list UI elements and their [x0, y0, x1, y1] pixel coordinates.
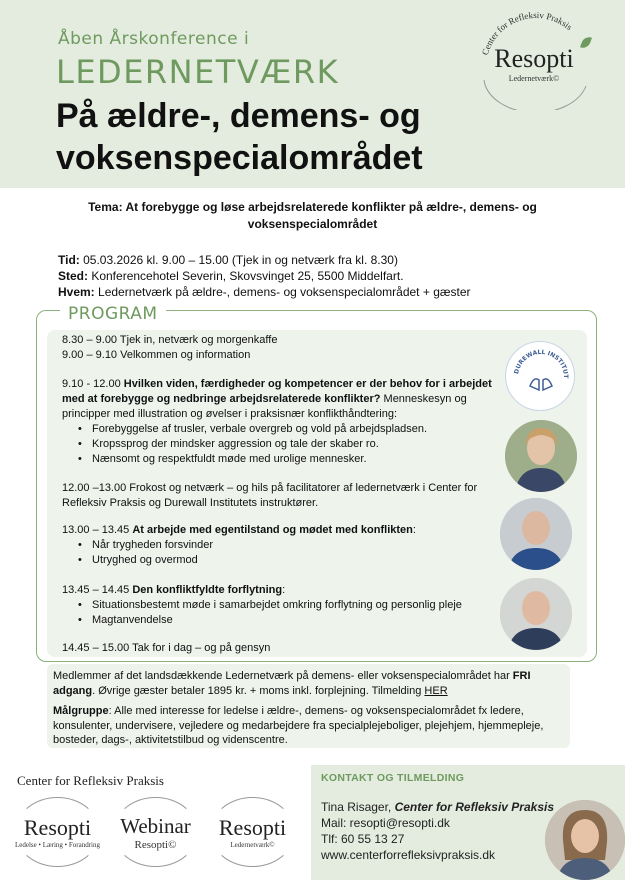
list-item: • Når trygheden forsvinder — [78, 538, 502, 553]
conference-subtitle: Åben Årskonference i — [58, 29, 250, 49]
program-heading: PROGRAM — [60, 304, 166, 324]
footer-logos — [0, 765, 310, 880]
program-item-welcome: 9.00 – 9.10 Velkommen og information — [62, 349, 251, 361]
program-item-closing: 14.45 – 15.00 Tak for i dag – og på gensyn — [62, 642, 271, 654]
logo-arc-text: Center for Refleksiv Praksis — [479, 10, 575, 57]
durewall-text: DUREWALL INSTITUT — [513, 348, 570, 379]
info-place: Sted: Konferencehotel Severin, Skovsvinget 25, 5500 Middelfart. — [58, 269, 404, 283]
contact-photo — [545, 800, 625, 880]
list-item: • Nænsomt og respektfuldt møde med urolige mennesker. — [78, 452, 507, 467]
header-band — [0, 0, 625, 188]
instructor-photo-3 — [500, 578, 572, 650]
program-item-session1: 9.10 - 12.00 Hvilken viden, færdigheder og kompetencer er der behov for i arbejdet med at forebygge og nedbringe arbejdsrelaterede konflikter? Menneskesyn og principper med illustration og øvelser i praksisnær konflikthåndtering: • Forebyggelse af trusler, verbale overgreb og vold på arbejdspladsen. • Kropssprog der mindsker aggression og tale der skaber ro. • Nænsomt og respektfuldt møde med urolige mennesker. — [62, 377, 507, 467]
logo-brand: Resopti — [494, 44, 574, 73]
theme-text: Tema: At forebygge og løse arbejdsrelaterede konflikter på ældre-, demens- og voksenspecialområdet — [88, 200, 537, 231]
webinar-logo: Webinar Resopti© — [113, 797, 198, 867]
target-text: : Alle med interesse for ledelse i ældre-, demens- og voksenspecialområdet fx ledere, konsulenter, undervisere, vejledere og medarbejdere fra specialplejeboliger, plejehjem, hjemmepleje, bosteder, dags-, aktivitetstilbud og videnscentre. — [53, 705, 544, 746]
event-info — [58, 252, 471, 300]
resopti-logo — [474, 10, 604, 110]
contact-phone: Tlf: 60 55 13 27 — [321, 832, 405, 846]
person-icon — [505, 420, 577, 492]
target-label: Målgruppe — [53, 705, 109, 717]
list-item: • Utryghed og overmod — [78, 553, 502, 568]
durewall-logo — [505, 341, 575, 411]
logo-brand-sub: Ledernetværk© — [508, 74, 560, 83]
info-time: Tid: 05.03.2026 kl. 9.00 – 15.00 (Tjek in og netværk fra kl. 8.30) — [58, 253, 398, 267]
instructor-photo-2 — [500, 498, 572, 570]
ledernetvaerk-logo: Resopti Ledernetværk© — [210, 797, 295, 867]
list-item: • Forebyggelse af trusler, verbale overgreb og vold på arbejdspladsen. — [78, 422, 507, 437]
person-icon — [545, 800, 625, 880]
contact-website[interactable]: www.centerforrefleksivpraksis.dk — [321, 848, 496, 862]
membership-info: Medlemmer af det landsdækkende Ledernetværk på demens- eller voksenspecialområdet har FRI adgang. Øvrige gæster betaler 1895 kr. + moms inkl. forplejning. Tilmelding HER Målgruppe: Alle med interesse for ledelse i ældre-, demens- og voksenspecialområdet fx ledere, konsulenter, undervisere, vejledere og medarbejdere fra specialplejeboliger, plejehjem, hjemmepleje, bosteder, dags-, aktivitetstilbud og videnscentre. — [47, 664, 570, 748]
program-item-checkin: 8.30 – 9.00 Tjek in, netværk og morgenkaffe — [62, 334, 278, 346]
list-item: • Situationsbestemt møde i samarbejdet omkring forflytning og personlig pleje — [78, 598, 522, 613]
list-item: • Magtanvendelse — [78, 613, 522, 628]
program-item-lunch: 12.00 –13.00 Frokost og netværk – og hils på facilitatorer af ledernetværk i Center for Refleksiv Praksis og Durewall Institutets instruktører. — [62, 482, 478, 509]
signup-link[interactable]: HER — [424, 684, 448, 697]
program-item-session3: 13.45 – 14.45 Den konfliktfyldte forflytning: • Situationsbestemt møde i samarbejdet omkring forflytning og personlig pleje • Magtanvendelse — [62, 583, 522, 628]
person-icon — [500, 578, 572, 650]
contact-heading: KONTAKT OG TILMELDING — [321, 772, 465, 784]
durewall-icon — [506, 342, 576, 412]
contact-person: Tina Risager, Center for Refleksiv Praksis — [321, 800, 555, 814]
person-icon — [500, 498, 572, 570]
program-item-session2: 13.00 – 13.45 At arbejde med egentilstand og mødet med konflikten: • Når trygheden forsvinder • Utryghed og overmod — [62, 523, 502, 568]
info-who: Hvem: Ledernetværk på ældre-, demens- og voksenspecialområdet + gæster — [58, 285, 471, 299]
network-title: LEDERNETVÆRK — [56, 53, 340, 91]
page-title: På ældre-, demens- og voksenspecialområdet — [56, 97, 423, 177]
resopti-logo-footer: Resopti Ledelse • Læring • Forandring — [15, 797, 100, 867]
contact-mail[interactable]: Mail: resopti@resopti.dk — [321, 816, 450, 830]
svg-text:DUREWALL INSTITUTTET — [506, 342, 569, 379]
footer-org: Center for Refleksiv Praksis — [17, 773, 164, 788]
list-item: • Kropssprog der mindsker aggression og tale der skaber ro. — [78, 437, 507, 452]
instructor-photo-1 — [505, 420, 577, 492]
